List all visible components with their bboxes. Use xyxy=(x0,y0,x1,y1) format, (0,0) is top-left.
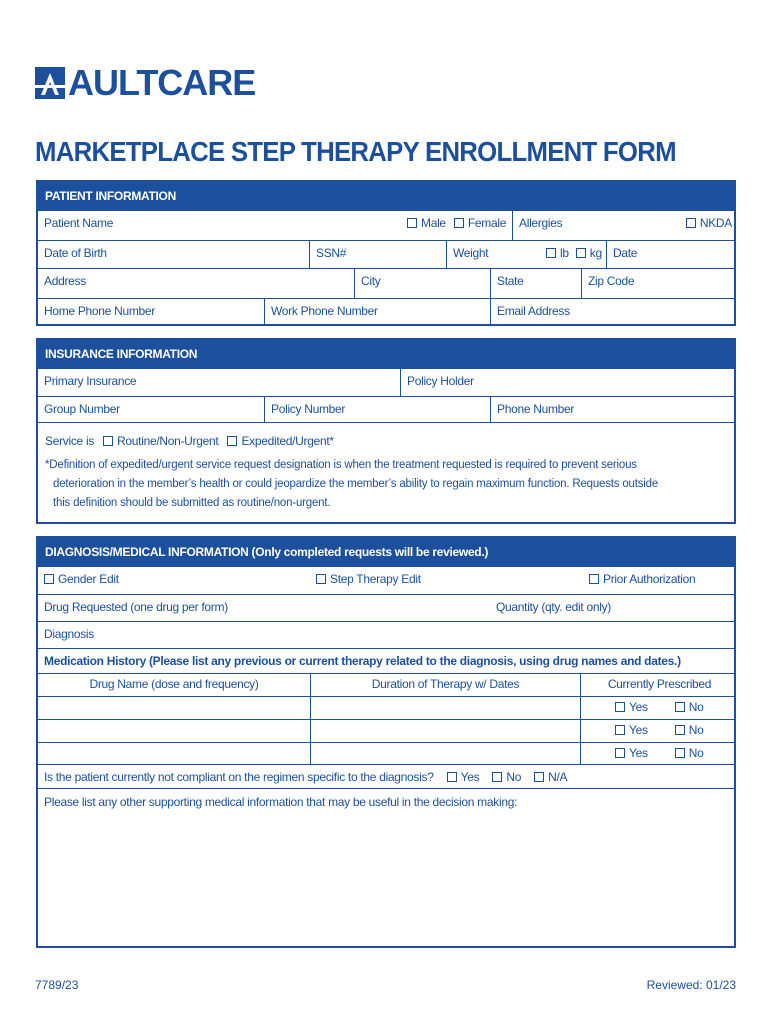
routine-label: Routine/Non-Urgent xyxy=(117,434,219,448)
female-checkbox[interactable] xyxy=(454,218,464,228)
insurance-information-section xyxy=(36,338,736,524)
drug-requested-field[interactable]: Drug Requested (one drug per form) xyxy=(44,600,228,614)
date-field[interactable]: Date xyxy=(606,241,738,268)
logo-text: AULTCARE xyxy=(68,62,256,103)
page-title: MARKETPLACE STEP THERAPY ENROLLMENT FORM xyxy=(35,136,676,167)
step-therapy-edit-checkbox[interactable] xyxy=(316,574,326,584)
male-checkbox[interactable] xyxy=(407,218,417,228)
insurance-section-header: INSURANCE INFORMATION xyxy=(38,340,734,368)
med-history-row: Yes No xyxy=(38,719,734,742)
address-field[interactable]: Address xyxy=(44,274,86,288)
home-phone-field[interactable]: Home Phone Number xyxy=(44,304,155,318)
col-drug-name: Drug Name (dose and frequency) xyxy=(89,677,259,691)
group-number-field[interactable]: Group Number xyxy=(44,402,120,416)
service-is-label: Service is xyxy=(45,434,95,448)
female-label: Female xyxy=(467,216,507,230)
compliance-yes-checkbox[interactable] xyxy=(447,772,457,782)
policy-holder-field[interactable]: Policy Holder xyxy=(400,369,738,396)
compliance-na-checkbox[interactable] xyxy=(534,772,544,782)
nkda-checkbox[interactable] xyxy=(686,218,696,228)
patient-information-section: PATIENT INFORMATION Patient Name Male Female Allergies NKDA Date of Birth SSN# Weight lb kg Date Address City State Zip Code Home Phone Number Work Phone Number Email Address xyxy=(36,180,736,326)
diagnosis-section-header: DIAGNOSIS/MEDICAL INFORMATION (Only completed requests will be reviewed.) xyxy=(38,538,734,566)
lb-checkbox[interactable] xyxy=(546,248,556,258)
drug-name-input[interactable] xyxy=(38,743,310,764)
state-field[interactable]: State xyxy=(490,269,581,298)
weight-field[interactable]: Weight xyxy=(446,241,611,268)
aultcare-logo xyxy=(35,62,256,103)
col-currently-prescribed: Currently Prescribed xyxy=(580,674,738,696)
med-history-row: Yes No xyxy=(38,696,734,719)
expedited-definition-note: *Definition of expedited/urgent service request designation is when the treatment requested is required to prevent serious deterioration in the member’s health or could jeopardize the member’s ability to regain maximum function. Requests outside this definition should be submitted as routine/non-urgent. xyxy=(45,459,659,509)
policy-number-field[interactable]: Policy Number xyxy=(264,397,490,422)
drug-name-input[interactable] xyxy=(38,697,310,719)
aultcare-logo-icon xyxy=(35,67,65,99)
prior-authorization-checkbox[interactable] xyxy=(589,574,599,584)
phone-number-field[interactable]: Phone Number xyxy=(490,397,738,422)
gender-edit-label: Gender Edit xyxy=(58,572,119,586)
medication-history-label: Medication History (Please list any previous or current therapy related to the diagnosis, using drug names and dates.) xyxy=(44,654,681,668)
step-therapy-edit-label: Step Therapy Edit xyxy=(330,572,421,586)
drug-name-input[interactable] xyxy=(38,720,310,742)
kg-checkbox[interactable] xyxy=(576,248,586,258)
routine-checkbox[interactable] xyxy=(103,436,113,446)
primary-insurance-field[interactable]: Primary Insurance xyxy=(44,374,137,388)
allergies-field[interactable]: Allergies NKDA xyxy=(512,211,738,240)
yes-checkbox[interactable] xyxy=(615,725,625,735)
duration-input[interactable] xyxy=(310,697,580,719)
diagnosis-section: DIAGNOSIS/MEDICAL INFORMATION (Only completed requests will be reviewed.) Gender Edit Step Therapy Edit Prior Authorization Drug Requested (one drug per form) Quantity (qty. edit only) Diagnosis Medication History (Please list any previous or current therapy related to the diagnosis, using drug names and dates.) Drug Name (dose and frequency) Duration of Therapy w/ Dates Currently Prescribed Yes No Yes No Yes No Is the patient currently not compliant on the regimen specific to the diagnosis? Yes No N/A Please list any other supporting medical information that may be useful in the decision making: xyxy=(36,536,736,948)
expedited-checkbox[interactable] xyxy=(227,436,237,446)
yes-checkbox[interactable] xyxy=(615,748,625,758)
med-history-row: Yes No xyxy=(38,742,734,765)
no-checkbox[interactable] xyxy=(675,725,685,735)
quantity-field[interactable]: Quantity (qty. edit only) xyxy=(496,600,611,614)
no-checkbox[interactable] xyxy=(675,702,685,712)
yes-checkbox[interactable] xyxy=(615,702,625,712)
zip-field[interactable]: Zip Code xyxy=(581,269,738,298)
diagnosis-field[interactable]: Diagnosis xyxy=(44,627,94,641)
duration-input[interactable] xyxy=(310,720,580,742)
other-medical-info-field[interactable]: Please list any other supporting medical information that may be useful in the decision making: xyxy=(44,795,518,809)
ssn-field[interactable]: SSN# xyxy=(309,241,446,268)
no-checkbox[interactable] xyxy=(675,748,685,758)
patient-section-header: PATIENT INFORMATION xyxy=(38,182,734,210)
prior-authorization-label: Prior Authorization xyxy=(603,572,696,586)
gender-edit-checkbox[interactable] xyxy=(44,574,54,584)
nkda-label: NKDA xyxy=(699,216,732,230)
city-field[interactable]: City xyxy=(354,269,490,298)
duration-input[interactable] xyxy=(310,743,580,764)
work-phone-field[interactable]: Work Phone Number xyxy=(264,299,490,326)
compliance-question: Is the patient currently not compliant on the regimen specific to the diagnosis? xyxy=(44,770,434,784)
expedited-label: Expedited/Urgent* xyxy=(241,434,334,448)
form-code: 7789/23 xyxy=(35,978,79,992)
patient-name-field[interactable]: Patient Name xyxy=(44,216,114,230)
reviewed-date: Reviewed: 01/23 xyxy=(646,978,736,992)
col-duration: Duration of Therapy w/ Dates xyxy=(310,674,580,696)
compliance-no-checkbox[interactable] xyxy=(492,772,502,782)
dob-field[interactable]: Date of Birth xyxy=(44,246,107,260)
email-field[interactable]: Email Address xyxy=(490,299,738,326)
male-label: Male xyxy=(421,216,446,230)
